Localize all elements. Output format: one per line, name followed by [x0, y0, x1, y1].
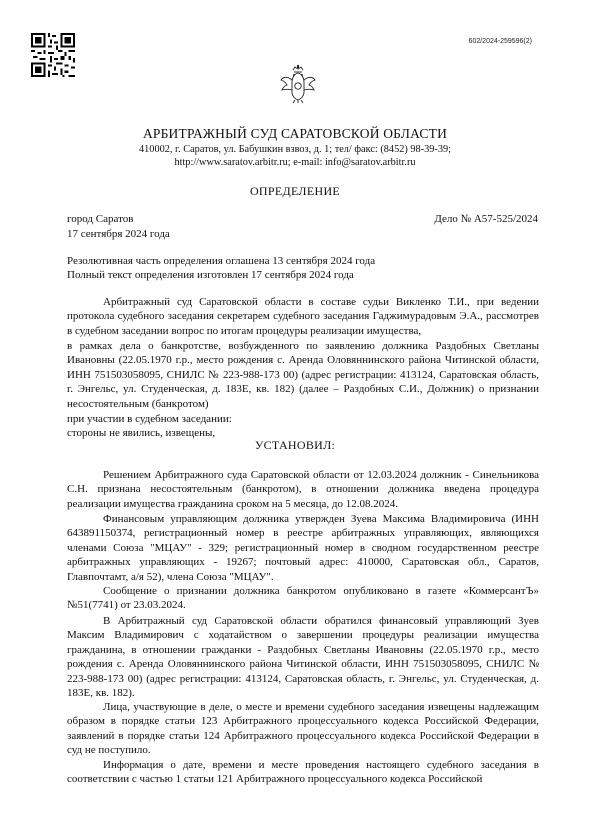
intro-paragraph-case: в рамках дела о банкротстве, возбужденного по заявлению должника Раздобных Светланы Ивановны (22.05.1970 г.р., место рождения с. Аренда Оловяннинского района Читинской области, ИНН 751503058095, СНИЛС № 223-988-173 00) (адрес регистрации: 413124, Саратовская область, г. Энгельс, ул. Студенческая, д. 183Е, кв. 182) (далее – Раздобных С.И., Должник) о признании несостоятельным (банкротом)	[67, 340, 539, 410]
intro-paragraph-attendance: при участии в судебном заседании:	[67, 413, 232, 425]
resolution-announced: Резолютивная часть определения оглашена 13 сентября 2024 года	[67, 255, 376, 267]
court-address: 410002, г. Саратов, ул. Бабушкин взвоз, д. 1; тел/ факс: (8452) 98-39-39;	[139, 144, 451, 155]
paragraph-decision: Решением Арбитражного суда Саратовской области от 12.03.2024 должник - Синельникова С.Н. признана несостоятельным (банкротом), в отношении должника введена процедура реализации имущества гражданина сроком на 5 месяца, до 12.08.2024.	[67, 469, 539, 510]
case-number: Дело № А57-525/2024	[434, 213, 538, 225]
paragraph-notification: Лица, участвующие в деле, о месте и времени судебного заседания извещены надлежащим образом в порядке статьи 123 Арбитражного процессуального кодекса Российской Федерации, заявлений в порядке статьи 124 Арбитражного процессуального кодекса Российской Федерации в суд не поступило.	[67, 701, 539, 757]
qr-code-icon	[31, 33, 75, 77]
document-title: ОПРЕДЕЛЕНИЕ	[249, 184, 341, 198]
intro-paragraph-court: Арбитражный суд Саратовской области в составе судьи Викленко Т.И., при ведении протокола судебного заседания секретарем судебного заседания Гаджимурадовым Э.А., рассмотрев в судебном заседании вопрос по итогам процедуры реализации имущества,	[67, 296, 539, 337]
document-number: 602/2024-259596(2)	[468, 38, 532, 45]
paragraph-information: Информация о дате, времени и месте проведения настоящего судебного заседания в соответствии с частью 1 статьи 121 Арбитражного процессуального кодекса Российской	[67, 759, 539, 786]
court-contacts: http://www.saratov.arbitr.ru; e-mail: info@saratov.arbitr.ru	[174, 157, 416, 168]
intro-paragraph-parties: стороны не явились, извещены,	[67, 427, 216, 439]
document-date: 17 сентября 2024 года	[67, 228, 170, 240]
city: город Саратов	[67, 213, 134, 225]
court-name: АРБИТРАЖНЫЙ СУД САРАТОВСКОЙ ОБЛАСТИ	[142, 126, 448, 141]
paragraph-publication: Сообщение о признании должника банкротом опубликовано в газете «КоммерсантЪ» №51(7741) от 23.03.2024.	[67, 585, 539, 612]
paragraph-petition: В Арбитражный суд Саратовской области обратился финансовый управляющий Зуев Максим Владимирович с ходатайством о завершении процедуры реализации имущества гражданина, в отношении гражданки - Раздобных Светланы Ивановны (22.05.1970 г.р., место рождения с. Аренда Оловяннинского района Читинской области, ИНН 751503058095, СНИЛС № 223-988-173 00) (адрес регистрации: 413124, Саратовская область, г. Энгельс, ул. Студенческая, д. 183Е, кв. 182).	[67, 615, 539, 700]
paragraph-manager: Финансовым управляющим должника утвержден Зуева Максима Владимировича (ИНН 643891150374, регистрационный номер в реестре арбитражных управляющих, являющихся членами Союза "МЦАУ" - 329; регистрационный номер в сводном государственном реестре арбитражных управляющих - 19267; почтовый адрес: 410000, Саратовская обл., Саратов, Главпочтамт, а/я 52), члена Союза "МЦАУ".	[67, 513, 539, 583]
full-text-date: Полный текст определения изготовлен 17 сентября 2024 года	[67, 269, 354, 281]
russian-coat-of-arms-icon	[280, 64, 316, 104]
section-heading: УСТАНОВИЛ:	[254, 438, 336, 452]
